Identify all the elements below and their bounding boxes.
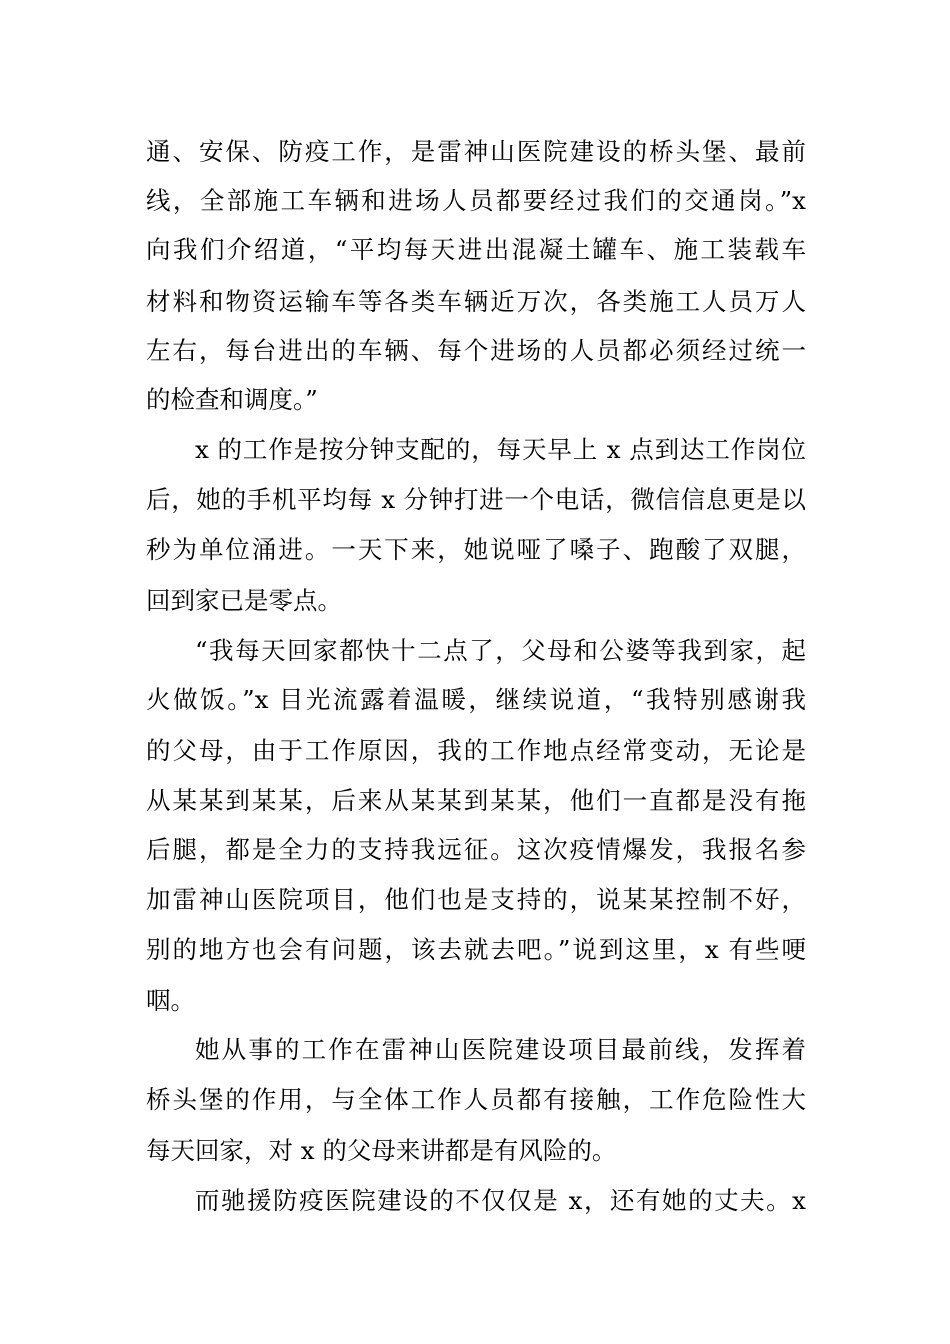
text-line: 向我们介绍道，“平均每天进出混凝土罐车、施工装载车: [146, 235, 806, 264]
text-line: 线，全部施工车辆和进场人员都要经过我们的交通岗。”x: [146, 186, 806, 215]
paragraph-first-line: “我每天回家都快十二点了，父母和公婆等我到家，起: [195, 636, 806, 665]
text-line: 材料和物资运输车等各类车辆近万次，各类施工人员万人: [146, 287, 806, 316]
text-line: 的父母，由于工作原因，我的工作地点经常变动，无论是: [146, 736, 806, 765]
text-line: 左右，每台进出的车辆、每个进场的人员都必须经过统一: [146, 336, 806, 365]
text-line: 秒为单位涌进。一天下来，她说哑了嗓子、跑酸了双腿，: [146, 535, 806, 564]
text-line: 别的地方也会有问题，该去就去吧。”说到这里，x 有些哽: [146, 935, 806, 964]
text-line: 后腿，都是全力的支持我远征。这次疫情爆发，我报名参: [146, 835, 806, 864]
text-line: 通、安保、防疫工作，是雷神山医院建设的桥头堡、最前: [146, 137, 806, 166]
paragraph-first-line: x 的工作是按分钟支配的，每天早上 x 点到达工作岗位: [195, 435, 806, 464]
text-line: 咽。: [146, 986, 195, 1015]
paragraph-first-line: 而驰援防疫医院建设的不仅仅是 x，还有她的丈夫。x: [195, 1186, 806, 1215]
text-line: 桥头堡的作用，与全体工作人员都有接触，工作危险性大: [146, 1085, 806, 1114]
text-line: 加雷神山医院项目，他们也是支持的，说某某控制不好，: [146, 885, 806, 914]
text-line: 从某某到某某，后来从某某到某某，他们一直都是没有拖: [146, 786, 806, 815]
text-line: 每天回家，对 x 的父母来讲都是有风险的。: [146, 1136, 617, 1165]
text-line: 的检查和调度。”: [146, 385, 318, 414]
paragraph-first-line: 她从事的工作在雷神山医院建设项目最前线，发挥着: [195, 1035, 806, 1064]
text-line: 火做饭。”x 目光流露着温暖，继续说道，“我特别感谢我: [146, 685, 806, 714]
text-line: 后，她的手机平均每 x 分钟打进一个电话，微信信息更是以: [146, 485, 806, 514]
text-line: 回到家已是零点。: [146, 586, 342, 615]
